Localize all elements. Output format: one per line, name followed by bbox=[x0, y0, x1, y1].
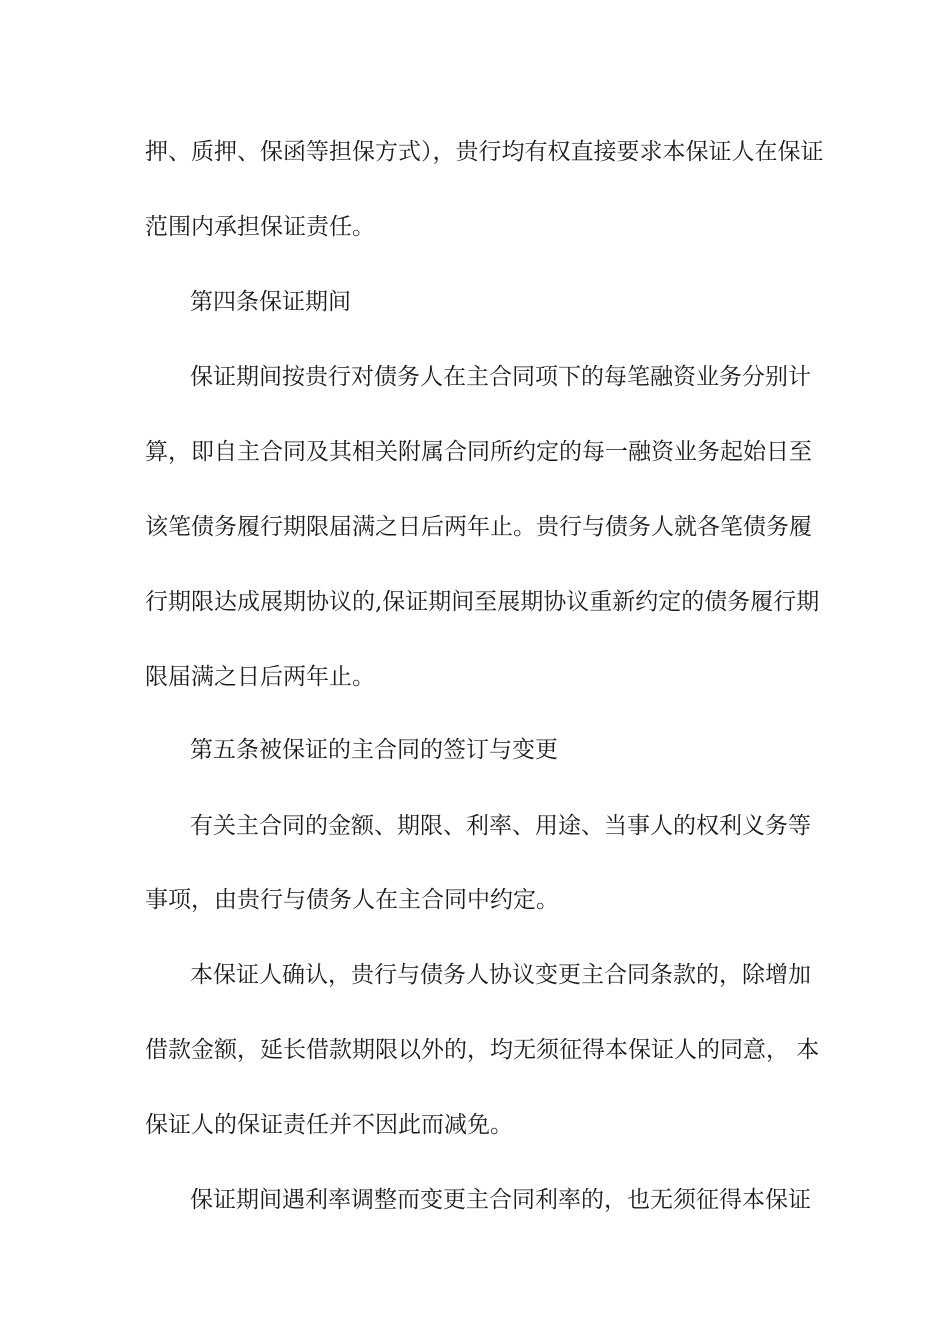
body-text-line: 该笔债务履行期限届满之日后两年止。贵行与债务人就各笔债务履 bbox=[145, 514, 812, 540]
body-text-line: 保证期间遇利率调整而变更主合同利率的，也无须征得本保证 bbox=[190, 1187, 811, 1213]
body-text-line: 保证期间按贵行对债务人在主合同项下的每笔融资业务分别计 bbox=[190, 364, 811, 390]
body-text-line: 事项，由贵行与债务人在主合同中约定。 bbox=[145, 887, 559, 913]
section-heading: 第四条保证期间 bbox=[190, 289, 351, 315]
body-text-line: 范围内承担保证责任。 bbox=[145, 214, 375, 240]
body-text-line: 借款金额，延长借款期限以外的，均无须征得本保证人的同意， 本 bbox=[145, 1037, 820, 1063]
body-text-line: 有关主合同的金额、期限、利率、用途、当事人的权利义务等 bbox=[190, 813, 811, 839]
body-text-line: 保证人的保证责任并不因此而减免。 bbox=[145, 1112, 513, 1138]
section-heading: 第五条被保证的主合同的签订与变更 bbox=[190, 737, 558, 763]
body-text-line: 限届满之日后两年止。 bbox=[145, 664, 375, 690]
body-text-line: 本保证人确认，贵行与债务人协议变更主合同条款的，除增加 bbox=[190, 962, 811, 988]
body-text-line: 算，即自主合同及其相关附属合同所约定的每一融资业务起始日至 bbox=[145, 439, 812, 465]
body-text-line: 行期限达成展期协议的,保证期间至展期协议重新约定的债务履行期 bbox=[145, 589, 820, 615]
body-text-line: 押、质押、保函等担保方式），贵行均有权直接要求本保证人在保证 bbox=[145, 139, 824, 165]
